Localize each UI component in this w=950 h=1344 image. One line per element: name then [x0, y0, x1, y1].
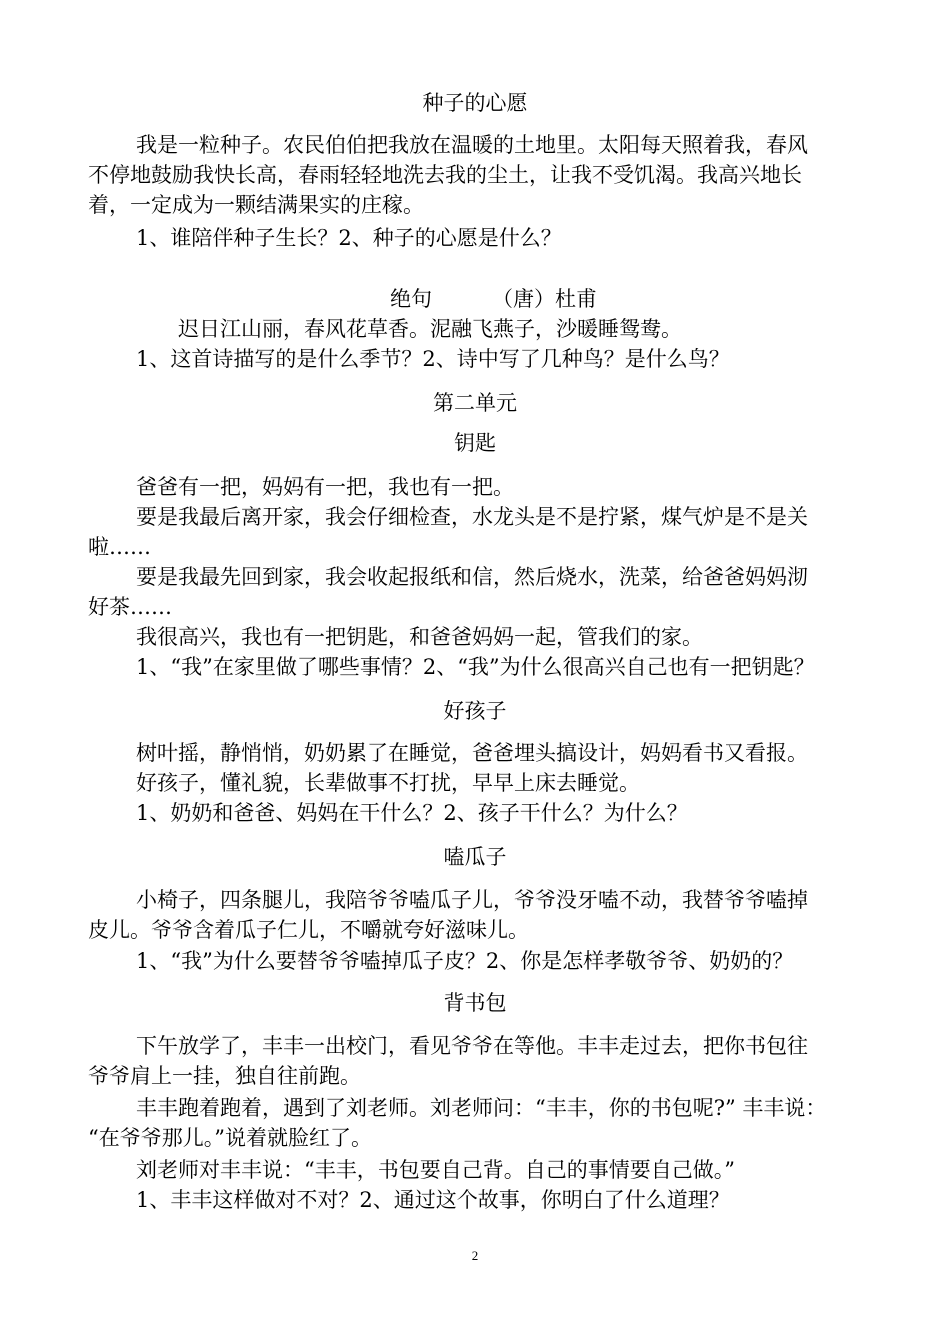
poem-author: （唐）杜甫: [492, 287, 597, 311]
poem-body: 迟日江山丽，春风花草香。泥融飞燕子，沙暖睡鸳鸯。: [178, 317, 682, 341]
melonseeds-paragraph-line-1: 小椅子，四条腿儿，我陪爷爷嗑瓜子儿，爷爷没牙嗑不动，我替爷爷嗑掉: [136, 888, 808, 912]
schoolbag-paragraph-2-line-1: 丰丰跑着跑着，遇到了刘老师。刘老师问：“丰丰，你的书包呢?” 丰丰说：: [136, 1096, 827, 1120]
poem-title-text: 绝句: [390, 287, 432, 311]
key-paragraph-3-line-2: 好茶……: [88, 595, 172, 619]
seed-questions: 1、谁陪伴种子生长？2、种子的心愿是什么？: [136, 226, 562, 250]
schoolbag-story-title: 背书包: [443, 991, 507, 1015]
schoolbag-paragraph-1-line-2: 爷爷肩上一挂，独自往前跑。: [88, 1064, 361, 1088]
schoolbag-questions: 1、丰丰这样做对不对？2、通过这个故事，你明白了什么道理？: [136, 1188, 730, 1212]
goodkid-questions: 1、奶奶和爸爸、妈妈在干什么？2、孩子干什么？为什么？: [136, 801, 688, 825]
schoolbag-paragraph-2-line-2: “在爷爷那儿。”说着就脸红了。: [88, 1126, 372, 1150]
seed-paragraph-line-2: 不停地鼓励我快长高，春雨轻轻地洗去我的尘土，让我不受饥渴。我高兴地长: [88, 163, 802, 187]
key-paragraph-1: 爸爸有一把，妈妈有一把，我也有一把。: [136, 475, 514, 499]
unit-heading: 第二单元: [433, 391, 517, 415]
poem-questions: 1、这首诗描写的是什么季节？2、诗中写了几种鸟？是什么鸟？: [136, 347, 730, 371]
key-paragraph-4: 我很高兴，我也有一把钥匙，和爸爸妈妈一起，管我们的家。: [136, 625, 703, 649]
seed-paragraph-line-3: 着，一定成为一颗结满果实的庄稼。: [88, 193, 424, 217]
key-questions: 1、“我”在家里做了哪些事情？2、“我”为什么很高兴自己也有一把钥匙？: [136, 655, 815, 679]
schoolbag-paragraph-1-line-1: 下午放学了，丰丰一出校门，看见爷爷在等他。丰丰走过去，把你书包往: [136, 1034, 808, 1058]
page-number: 2: [471, 1248, 479, 1263]
goodkid-story-title: 好孩子: [443, 699, 507, 723]
poem-title: [390, 284, 950, 314]
key-paragraph-2-line-2: 啦……: [88, 535, 151, 559]
key-paragraph-3-line-1: 要是我最先回到家，我会收起报纸和信，然后烧水，洗菜，给爸爸妈妈沏: [136, 565, 808, 589]
melonseeds-story-title: 嗑瓜子: [443, 845, 507, 869]
melonseeds-questions: 1、“我”为什么要替爷爷嗑掉瓜子皮？2、你是怎样孝敬爷爷、奶奶的？: [136, 949, 794, 973]
seed-paragraph-line-1: 我是一粒种子。农民伯伯把我放在温暖的土地里。太阳每天照着我，春风: [136, 133, 808, 157]
seed-story-title: 种子的心愿: [422, 91, 528, 115]
goodkid-paragraph-2: 好孩子，懂礼貌，长辈做事不打扰，早早上床去睡觉。: [136, 771, 640, 795]
melonseeds-paragraph-line-2: 皮儿。爷爷含着瓜子仁儿，不嚼就夸好滋味儿。: [88, 918, 529, 942]
schoolbag-paragraph-3: 刘老师对丰丰说：“丰丰，书包要自己背。自己的事情要自己做。”: [136, 1158, 735, 1182]
key-paragraph-2-line-1: 要是我最后离开家，我会仔细检查，水龙头是不是拧紧，煤气炉是不是关: [136, 505, 808, 529]
key-story-title: 钥匙: [454, 431, 496, 455]
goodkid-paragraph-1: 树叶摇，静悄悄，奶奶累了在睡觉，爸爸埋头搞设计，妈妈看书又看报。: [136, 741, 808, 765]
